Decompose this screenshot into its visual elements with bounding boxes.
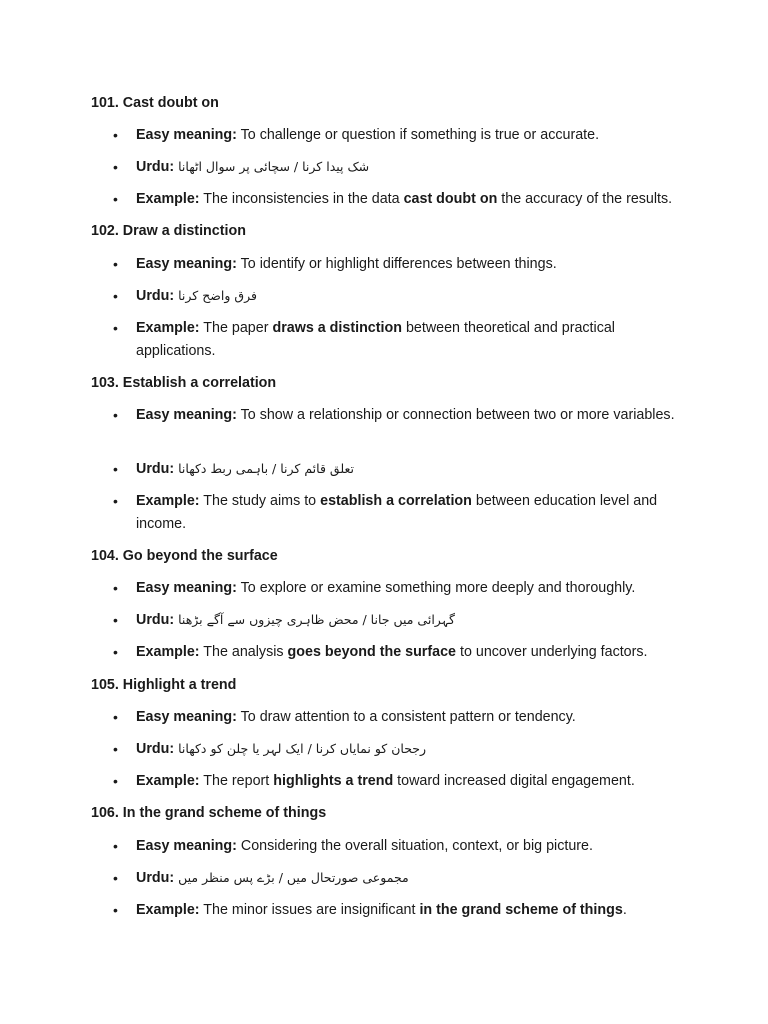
meaning-label: Easy meaning: <box>136 407 237 423</box>
example-label: Example: <box>136 320 200 336</box>
example-highlight: establish a correlation <box>320 493 472 509</box>
meaning-text: Considering the overall situation, context, or big picture. <box>240 838 593 854</box>
urdu-label: Urdu: <box>136 288 175 304</box>
entry-heading: 103. Establish a correlation <box>91 375 277 391</box>
meaning-text: To challenge or question if something is true or accurate. <box>240 127 600 143</box>
urdu-text: فرق واضح کرنا <box>178 288 257 303</box>
meaning-text: To identify or highlight differences between things. <box>240 256 557 272</box>
meaning-item <box>136 577 684 600</box>
example-label: Example: <box>136 773 200 789</box>
example-label: Example: <box>136 493 200 509</box>
example-highlight: goes beyond the surface <box>287 644 456 660</box>
meaning-item <box>136 253 684 276</box>
example-text: The study aims to <box>203 493 317 509</box>
example-text: The paper <box>203 320 269 336</box>
example-label: Example: <box>136 644 200 660</box>
example-label: Example: <box>136 191 200 207</box>
example-highlight: in the grand scheme of things <box>419 902 623 918</box>
urdu-item <box>136 609 684 632</box>
meaning-item <box>136 404 684 427</box>
example-highlight: highlights a trend <box>273 773 394 789</box>
urdu-label: Urdu: <box>136 741 175 757</box>
example-text-end: the accuracy of the results. <box>501 191 673 207</box>
meaning-item <box>136 835 684 858</box>
example-item <box>136 490 684 535</box>
urdu-item <box>136 156 684 179</box>
example-text-end: toward increased digital engagement. <box>397 773 635 789</box>
urdu-item <box>136 867 684 890</box>
urdu-text: گہرائی میں جانا / محض ظاہری چیزوں سے آگے بڑھنا <box>178 612 455 627</box>
example-text-end: between theoretical and practical applications. <box>136 320 615 359</box>
example-item <box>136 641 684 664</box>
meaning-label: Easy meaning: <box>136 838 237 854</box>
example-text-end: . <box>622 902 627 918</box>
entry-heading: 102. Draw a distinction <box>91 223 246 239</box>
meaning-item <box>136 706 684 729</box>
meaning-text: To draw attention to a consistent pattern or tendency. <box>240 709 576 725</box>
entry-heading: 104. Go beyond the surface <box>91 548 278 564</box>
example-label: Example: <box>136 902 200 918</box>
meaning-label: Easy meaning: <box>136 256 237 272</box>
urdu-text: تعلق قائم کرنا / باہمی ربط دکھانا <box>178 461 354 476</box>
urdu-label: Urdu: <box>136 159 175 175</box>
example-text: The analysis <box>203 644 284 660</box>
example-highlight: cast doubt on <box>403 191 498 207</box>
example-item <box>136 317 684 362</box>
entry-heading: 106. In the grand scheme of things <box>91 805 327 821</box>
meaning-label: Easy meaning: <box>136 580 237 596</box>
example-highlight: draws a distinction <box>272 320 402 336</box>
meaning-item <box>136 124 684 147</box>
urdu-item <box>136 458 684 481</box>
example-text: The inconsistencies in the data <box>203 191 400 207</box>
urdu-item <box>136 738 684 761</box>
urdu-text: شک پیدا کرنا / سچائی پر سوال اٹھانا <box>178 159 370 174</box>
meaning-text: To explore or examine something more deeply and thoroughly. <box>240 580 636 596</box>
example-item <box>136 899 684 922</box>
meaning-label: Easy meaning: <box>136 127 237 143</box>
urdu-label: Urdu: <box>136 870 175 886</box>
urdu-text: رجحان کو نمایاں کرنا / ایک لہر یا چلن کو دکھانا <box>178 741 427 756</box>
example-text-end: to uncover underlying factors. <box>459 644 648 660</box>
urdu-label: Urdu: <box>136 612 175 628</box>
entry-heading: 105. Highlight a trend <box>91 677 237 693</box>
meaning-label: Easy meaning: <box>136 709 237 725</box>
example-item <box>136 188 684 211</box>
urdu-item <box>136 285 684 308</box>
entry-heading: 101. Cast doubt on <box>91 95 219 111</box>
example-text: The report <box>203 773 270 789</box>
example-text: The minor issues are insignificant <box>203 902 416 918</box>
urdu-label: Urdu: <box>136 461 175 477</box>
example-text-end: between education level and income. <box>136 493 658 532</box>
meaning-text: To show a relationship or connection between two or more variables. <box>240 407 675 423</box>
urdu-text: مجموعی صورتحال میں / بڑے پس منظر میں <box>178 870 409 885</box>
example-item <box>136 770 684 793</box>
